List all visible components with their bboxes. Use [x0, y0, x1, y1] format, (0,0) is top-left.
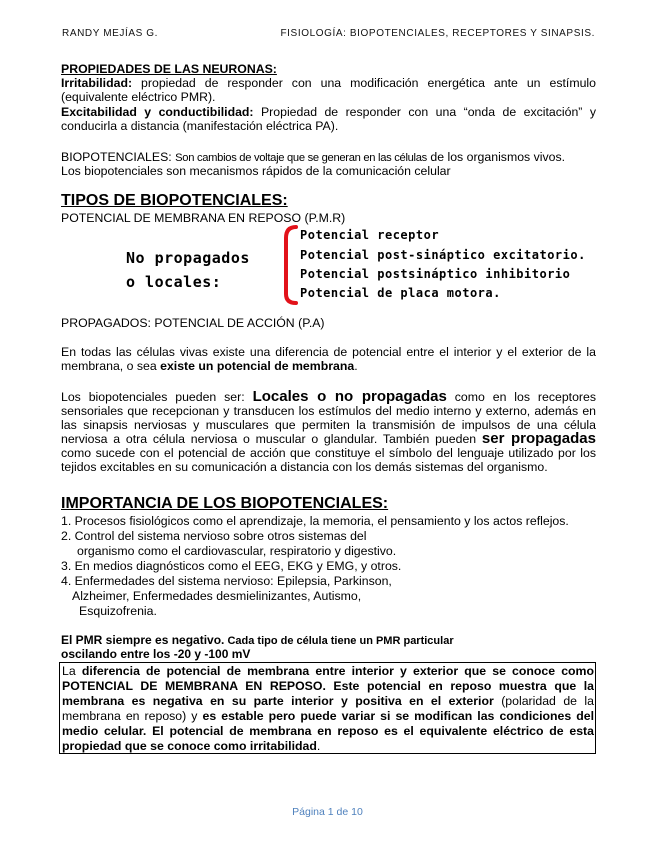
- types-title: TIPOS DE BIOPOTENCIALES:: [61, 192, 288, 209]
- irritability-term: Irritabilidad:: [61, 76, 133, 90]
- local-potential-item: Potencial post-sináptico excitatorio.: [300, 248, 586, 262]
- bp-text-1: Los biopotenciales pueden ser:: [61, 390, 253, 404]
- biopotentials-def-rest: de los organismos vivos.: [426, 150, 566, 164]
- pmr-note-bold: El PMR siempre es negativo.: [61, 633, 225, 647]
- non-propagated-line2: o locales:: [126, 273, 222, 291]
- excitability-paragraph: [61, 105, 596, 133]
- local-potential-item: Potencial receptor: [300, 228, 440, 242]
- bp-bold-local: Locales o no propagadas: [252, 388, 447, 405]
- pmr-note-rest: Cada tipo de célula tiene un PMR particular: [224, 635, 454, 647]
- biopotentials-paragraph: [61, 390, 596, 474]
- membrane-bold: existe un potencial de membrana: [160, 359, 355, 373]
- biopotentials-line2: Los biopotenciales son mecanismos rápidos de la comunicación celular: [61, 164, 451, 178]
- box-text-1: La: [62, 664, 82, 678]
- importance-item: 4. Enfermedades del sistema nervioso: Epilepsia, Parkinson,: [61, 574, 392, 588]
- importance-item: Alzheimer, Enfermedades desmielinizantes, Autismo,: [72, 589, 362, 603]
- box-bold-1: diferencia de potencial de membrana entre interior y exterior que se conoce como POTENCIAL DE MEMBRANA EN REPOSO. Este potencial en reposo muestra que la membrana es negativa en su parte interior y positiva en el exterior: [62, 664, 594, 708]
- non-propagated-line1: No propagados: [126, 249, 250, 267]
- excitability-text: Propiedad de responder con una “onda de excitación” y conducirla a distancia (manifestación eléctrica PA).: [61, 105, 596, 133]
- resting-potential-text: [62, 664, 594, 754]
- pmr-note-line1: [61, 633, 596, 648]
- header-author: RANDY MEJÍAS G.: [62, 28, 159, 39]
- properties-title: PROPIEDADES DE LAS NEURONAS:: [61, 62, 277, 76]
- bp-text-2: como en los receptores sensoriales que recepcionan y transducen los estímulos del medio interno y externo, además en las sinapsis nerviosas y musculares que permiten la transmisión de impulsos de una célula nerviosa a otra célula nerviosa o muscular o glandular. También pueden: [61, 390, 597, 446]
- page-number: Página 1 de 10: [292, 806, 363, 818]
- local-potential-item: Potencial de placa motora.: [300, 286, 501, 300]
- membrane-end: .: [354, 359, 358, 373]
- biopotentials-definition: [61, 150, 596, 165]
- excitability-term: Excitabilidad y conductibilidad:: [61, 105, 254, 119]
- types-pmr: POTENCIAL DE MEMBRANA EN REPOSO (P.M.R): [61, 211, 346, 225]
- bp-bold-propagated: ser propagadas: [481, 430, 596, 447]
- header-topic: FISIOLOGÍA: BIOPOTENCIALES, RECEPTORES Y SINAPSIS.: [280, 28, 595, 39]
- box-text-2: (polaridad de la membrana en reposo) y: [62, 694, 595, 723]
- biopotentials-def-small: Son cambios de voltaje que se generan en las células: [175, 152, 427, 164]
- pmr-note-line2: oscilando entre los -20 y -100 mV: [61, 647, 251, 661]
- importance-item: 2. Control del sistema nervioso sobre otros sistemas del: [61, 529, 367, 543]
- box-text-3: .: [316, 739, 321, 753]
- importance-item: organismo como el cardiovascular, respiratorio y digestivo.: [77, 544, 397, 558]
- membrane-paragraph: [61, 345, 596, 373]
- importance-title: IMPORTANCIA DE LOS BIOPOTENCIALES:: [61, 495, 389, 512]
- biopotentials-term: BIOPOTENCIALES:: [61, 150, 176, 164]
- membrane-text: En todas las células vivas existe una diferencia de potencial entre el interior y el exterior de la membrana, o sea: [61, 345, 596, 373]
- importance-item: 3. En medios diagnósticos como el EEG, EKG y EMG, y otros.: [61, 559, 402, 573]
- importance-item: 1. Procesos fisiológicos como el aprendizaje, la memoria, el pensamiento y los actos reflejos.: [61, 514, 569, 528]
- local-potential-item: Potencial postsináptico inhibitorio: [300, 267, 571, 281]
- irritability-paragraph: [61, 76, 596, 104]
- box-bold-2: es estable pero puede variar si se modifican las condiciones del medio celular. El potencial de membrana en reposo es el equivalente eléctrico de esta propiedad que se conoce como irritabilidad: [62, 709, 595, 753]
- propagated-line: PROPAGADOS: POTENCIAL DE ACCIÓN (P.A): [61, 316, 325, 330]
- importance-item: Esquizofrenia.: [79, 604, 157, 618]
- bp-text-3: como sucede con el potencial de acción que constituye el símbolo del lenguaje utilizado por los tejidos excitables en su comunicación a distancia con los demás sistemas del organismo.: [61, 446, 596, 474]
- irritability-text: propiedad de responder con una modificación energética ante un estímulo (equivalente eléctrico PMR).: [61, 76, 596, 104]
- red-bracket: [280, 224, 300, 306]
